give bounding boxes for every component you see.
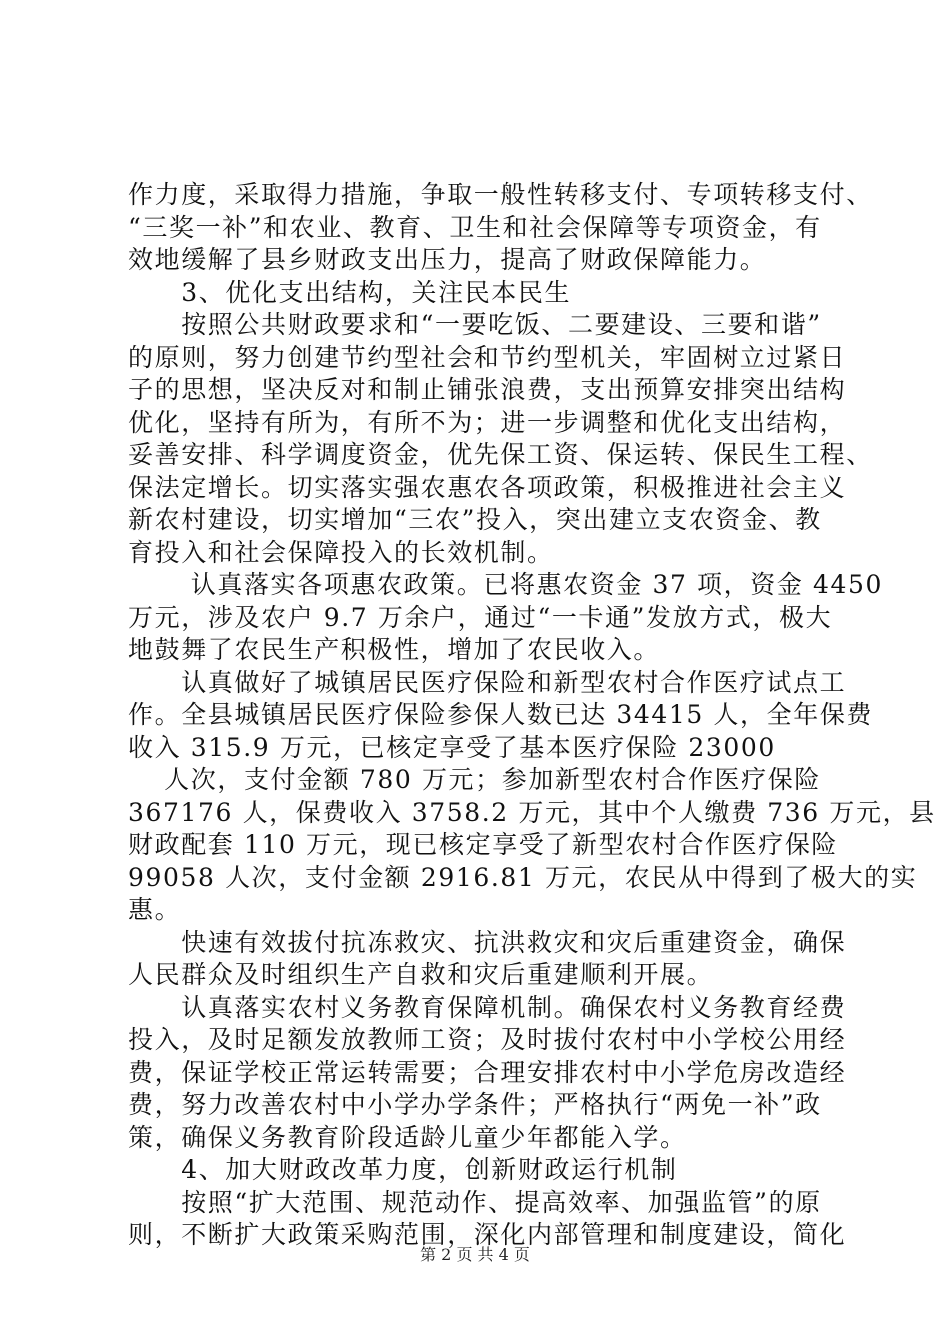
page-footer: 第 2 页 共 4 页 <box>420 1245 530 1264</box>
text-line: 367176 人，保费收入 3758.2 万元，其中个人缴费 736 万元，县 <box>128 798 936 827</box>
text-line: 费，保证学校正常运转需要；合理安排农村中小学危房改造经 <box>128 1058 847 1087</box>
text-line: 育投入和社会保障投入的长效机制。 <box>128 538 554 567</box>
text-line: 财政配套 110 万元，现已核定享受了新型农村合作医疗保险 <box>128 830 839 859</box>
text-line: 认真落实各项惠农政策。已将惠农资金 37 项，资金 4450 <box>128 570 884 599</box>
text-line: 保法定增长。切实落实强农惠农各项政策，积极推进社会主义 <box>128 473 847 502</box>
text-line: 效地缓解了县乡财政支出压力，提高了财政保障能力。 <box>128 245 767 274</box>
text-line: 99058 人次，支付金额 2916.81 万元，农民从中得到了极大的实 <box>128 863 918 892</box>
text-line: 按照“扩大范围、规范动作、提高效率、加强监管”的原 <box>128 1188 822 1217</box>
text-line: “三奖一补”和农业、教育、卫生和社会保障等专项资金，有 <box>128 213 822 242</box>
text-line: 新农村建设，切实增加“三农”投入，突出建立支农资金、教 <box>128 505 822 534</box>
text-line: 妥善安排、科学调度资金，优先保工资、保运转、保民生工程、 <box>128 440 873 469</box>
text-line: 策，确保义务教育阶段适龄儿童少年都能入学。 <box>128 1123 687 1152</box>
text-line: 的原则，努力创建节约型社会和节约型机关，牢固树立过紧日 <box>128 343 847 372</box>
text-line: 费，努力改善农村中小学办学条件；严格执行“两免一补”政 <box>128 1090 822 1119</box>
text-line: 地鼓舞了农民生产积极性，增加了农民收入。 <box>128 635 661 664</box>
text-line: 认真落实农村义务教育保障机制。确保农村义务教育经费 <box>128 993 847 1022</box>
text-line: 收入 315.9 万元，已核定享受了基本医疗保险 23000 <box>128 733 776 762</box>
text-line: 快速有效拔付抗冻救灾、抗洪救灾和灾后重建资金，确保 <box>128 928 847 957</box>
text-line: 子的思想，坚决反对和制止铺张浪费，支出预算安排突出结构 <box>128 375 847 404</box>
text-line: 优化，坚持有所为，有所不为；进一步调整和优化支出结构， <box>128 408 847 437</box>
text-line: 惠。 <box>128 895 182 924</box>
text-line: 作力度，采取得力措施，争取一般性转移支付、专项转移支付、 <box>128 180 873 209</box>
section-heading: 3、优化支出结构，关注民本民生 <box>128 278 572 307</box>
text-line: 则，不断扩大政策采购范围，深化内部管理和制度建设，简化 <box>128 1220 847 1249</box>
text-line: 人民群众及时组织生产自救和灾后重建顺利开展。 <box>128 960 714 989</box>
text-line: 按照公共财政要求和“一要吃饭、二要建设、三要和谐” <box>128 310 822 339</box>
text-line: 作。全县城镇居民医疗保险参保人数已达 34415 人，全年保费 <box>128 700 874 729</box>
text-line: 人次，支付金额 780 万元；参加新型农村合作医疗保险 <box>128 765 821 794</box>
section-heading: 4、加大财政改革力度，创新财政运行机制 <box>128 1155 678 1184</box>
text-line: 认真做好了城镇居民医疗保险和新型农村合作医疗试点工 <box>128 668 847 697</box>
text-line: 投入，及时足额发放教师工资；及时拔付农村中小学校公用经 <box>128 1025 847 1054</box>
text-line: 万元，涉及农户 9.7 万余户，通过“一卡通”发放方式，极大 <box>128 603 833 632</box>
